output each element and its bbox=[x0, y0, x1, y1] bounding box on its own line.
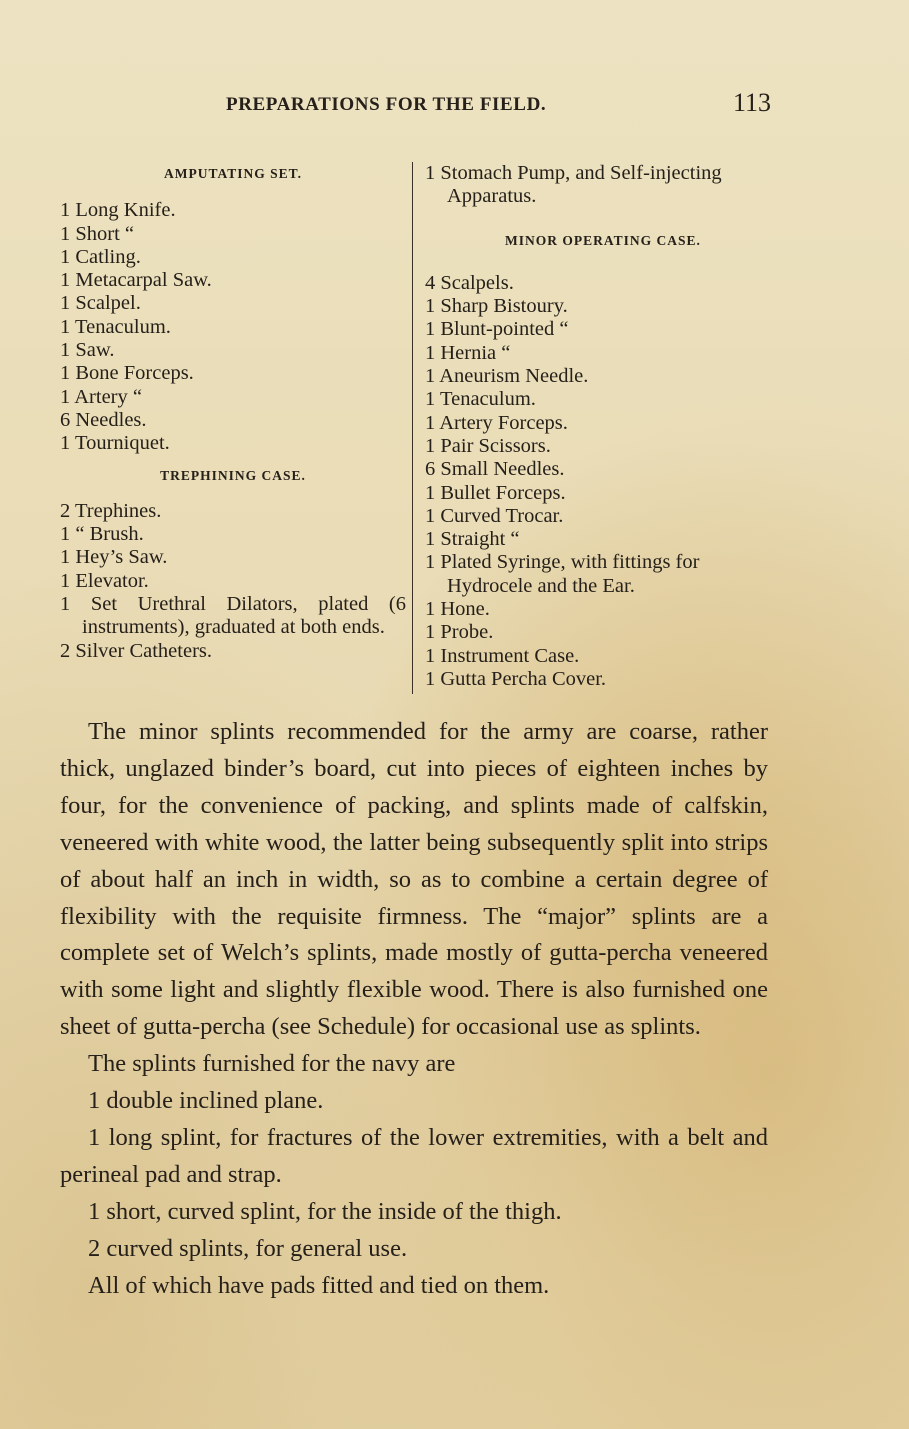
list-item: 1 Set Urethral Dilators, plated (6 instruments), graduated at both ends. bbox=[60, 593, 406, 639]
splints-paragraph: The minor splints recommended for the army are coarse, rather thick, unglazed binder’s board, cut into pieces of eighteen inches by four, for the convenience of packing, and splints made of calfskin, veneered with white wood, the latter being subsequently split into strips of about half an inch in width, so as to combine a certain degree of flexibility with the requisite firmness. The “major” splints are a complete set of Welch’s splints, made mostly of gutta-percha veneered with some light and slightly flexible wood. There is also furnished one sheet of gutta-percha (see Schedule) for occasional use as splints. bbox=[60, 718, 768, 1041]
list-item: 1 Blunt-pointed “ bbox=[425, 318, 569, 341]
list-item: 1 Curved Trocar. bbox=[425, 504, 564, 527]
list-item: 1 Tenaculum. bbox=[425, 388, 536, 411]
minor-operating-case-list bbox=[425, 272, 781, 691]
list-item: 1 Probe. bbox=[425, 621, 494, 644]
list-item: 1 Catling. bbox=[60, 245, 141, 268]
body-text bbox=[60, 714, 768, 1305]
list-item: 6 Needles. bbox=[60, 408, 147, 431]
navy-splint-item: 1 short, curved splint, for the inside of the thigh. bbox=[88, 1197, 562, 1225]
list-item: 1 Plated Syringe, with fittings for Hydrocele and the Ear. bbox=[425, 551, 700, 597]
list-item: 1 Aneurism Needle. bbox=[425, 365, 589, 388]
right-column bbox=[425, 162, 781, 691]
list-item: 1 Bullet Forceps. bbox=[425, 481, 566, 504]
list-item: 1 Short “ bbox=[60, 222, 135, 245]
list-item: 1 Hernia “ bbox=[425, 341, 511, 364]
navy-splint-item: 1 long splint, for fractures of the lower extremities, with a belt and perineal pad and strap. bbox=[60, 1123, 768, 1188]
list-item: 1 Saw. bbox=[60, 339, 115, 362]
navy-splint-item: 2 curved splints, for general use. bbox=[88, 1234, 408, 1262]
left-column bbox=[60, 162, 406, 663]
trephining-case-heading: TREPHINING CASE. bbox=[160, 467, 306, 483]
list-item: 2 Silver Catheters. bbox=[60, 639, 213, 662]
list-item: 1 Instrument Case. bbox=[425, 644, 580, 667]
page-number: 113 bbox=[732, 88, 771, 117]
navy-splints-intro: The splints furnished for the navy are bbox=[88, 1050, 456, 1078]
list-item: 4 Scalpels. bbox=[425, 271, 514, 294]
list-item: 1 Pair Scissors. bbox=[425, 434, 551, 457]
list-item: 1 Hey’s Saw. bbox=[60, 546, 168, 569]
minor-operating-case-heading: MINOR OPERATING CASE. bbox=[505, 232, 701, 248]
list-item: 1 Tenaculum. bbox=[60, 315, 171, 338]
list-item: 1 Metacarpal Saw. bbox=[60, 269, 212, 292]
navy-splint-item: 1 double inclined plane. bbox=[88, 1087, 324, 1115]
list-item: 1 Scalpel. bbox=[60, 292, 141, 315]
list-item: 1 Hone. bbox=[425, 598, 490, 621]
list-item: 1 Straight “ bbox=[425, 528, 520, 551]
column-divider bbox=[412, 162, 413, 694]
list-item: 1 Gutta Percha Cover. bbox=[425, 667, 607, 690]
closing-sentence: All of which have pads fitted and tied on them. bbox=[88, 1271, 550, 1299]
list-item: 1 “ Brush. bbox=[60, 523, 144, 546]
list-item: 1 Elevator. bbox=[60, 569, 149, 592]
stomach-pump-list bbox=[425, 162, 781, 209]
amputating-set-list bbox=[60, 199, 406, 455]
list-item: 1 Tourniquet. bbox=[60, 432, 170, 455]
list-item: 1 Artery Forceps. bbox=[425, 411, 568, 434]
running-head: PREPARATIONS FOR THE FIELD. bbox=[226, 94, 547, 115]
list-item: 1 Artery “ bbox=[60, 385, 142, 408]
list-item: 1 Sharp Bistoury. bbox=[425, 295, 568, 318]
list-item: 6 Small Needles. bbox=[425, 458, 565, 481]
amputating-set-heading: AMPUTATING SET. bbox=[163, 166, 302, 181]
list-item: 2 Trephines. bbox=[60, 499, 162, 522]
page-header bbox=[226, 88, 771, 124]
trephining-case-list bbox=[60, 500, 406, 663]
list-item: 1 Long Knife. bbox=[60, 199, 176, 222]
list-item: 1 Bone Forceps. bbox=[60, 362, 194, 385]
list-item: 1 Stomach Pump, and Self-injecting Apparatus. bbox=[425, 162, 722, 208]
